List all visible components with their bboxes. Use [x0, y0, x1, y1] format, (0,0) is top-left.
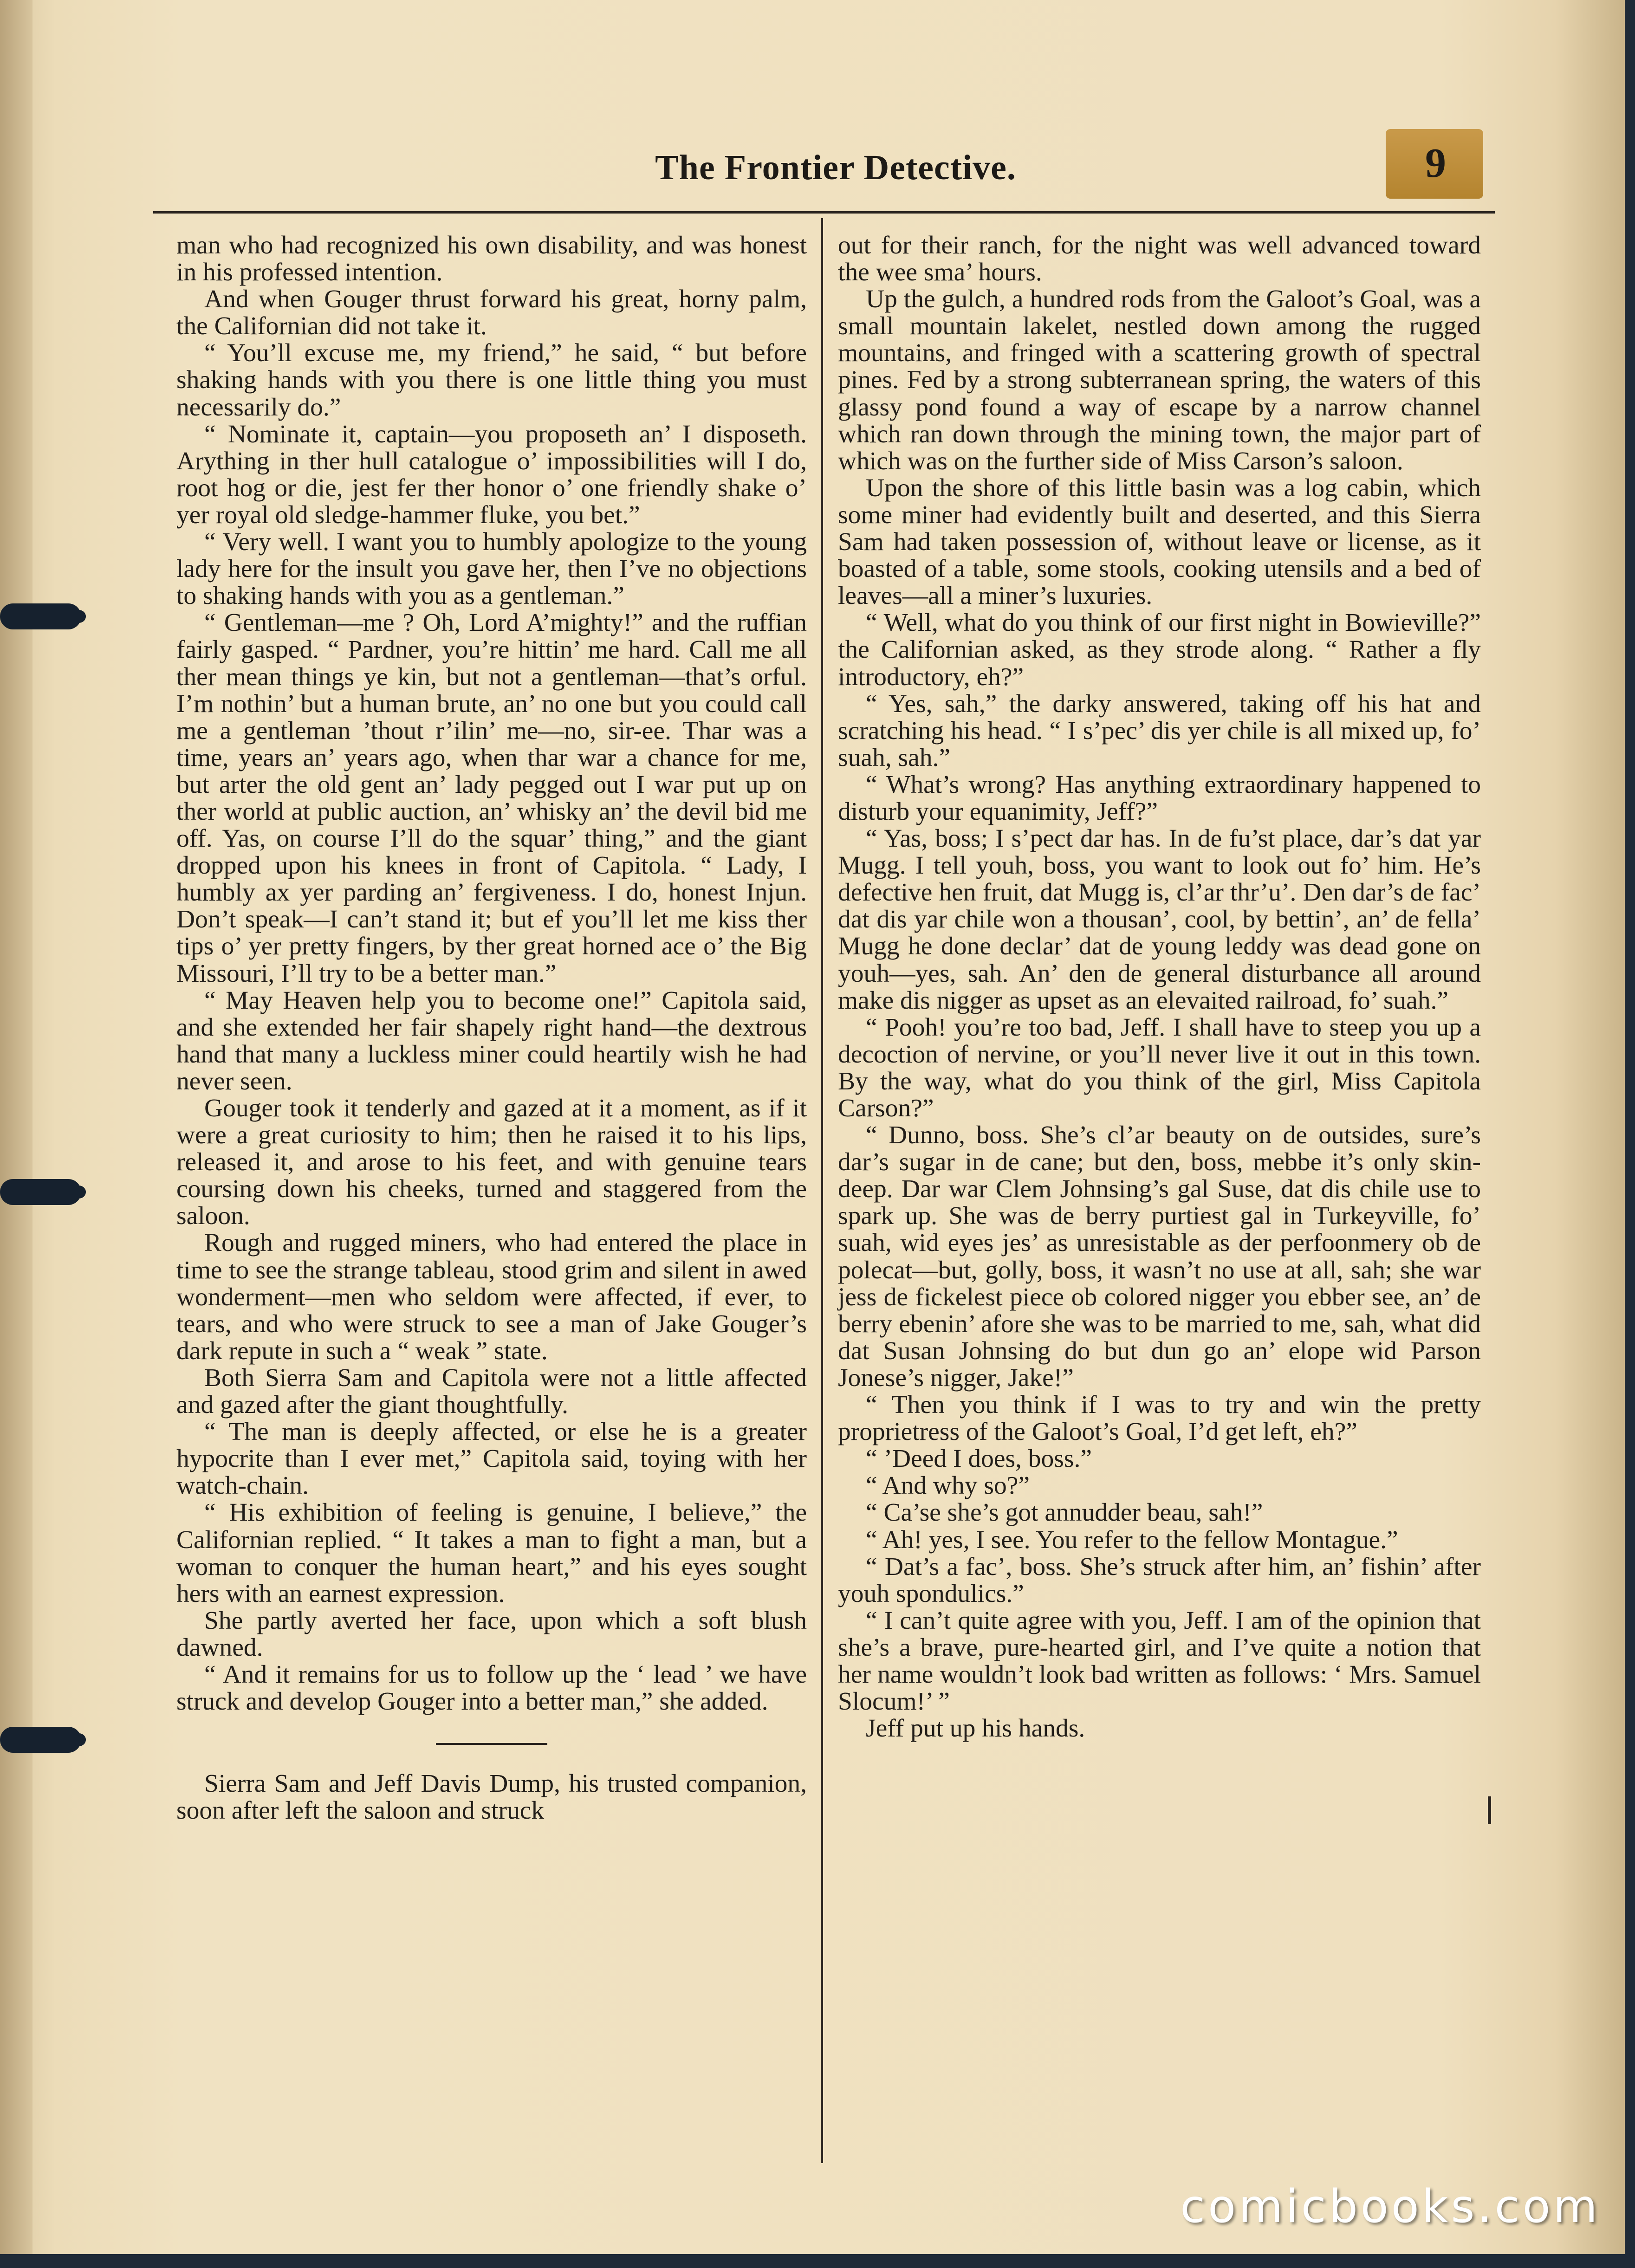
binding-staple	[0, 1179, 81, 1205]
binding-staple	[0, 1727, 81, 1753]
paragraph: “ His exhibition of feeling is genuine, I believe,” the Californian replied. “ It takes a man to fight a man, but a woman to conquer the human heart,” and his eyes sought hers with an earnest expression.	[176, 1498, 807, 1608]
paragraph: “ May Heaven help you to become one!” Capitola said, and she extended her fair shapely right hand—the dextrous hand that many a luckless miner could heartily wish he had never seen.	[176, 986, 807, 1095]
paragraph: “ Dat’s a fac’, boss. She’s struck after him, an’ fishin’ after youh spondulics.”	[838, 1552, 1481, 1608]
paragraph: Upon the shore of this little basin was a log cabin, which some miner had evidently built and deserted, and this Sierra Sam had taken possession of, without leave or license, as it boasted of a table, some stools, cooking utensils and a bed of leaves—all a miner’s luxuries.	[838, 473, 1481, 610]
paragraph: “ Ah! yes, I see. You refer to the fellow Montague.”	[866, 1525, 1398, 1554]
paragraph: “ And it remains for us to follow up the ‘ lead ’ we have struck and develop Gouger into a better man,” she added.	[176, 1660, 807, 1716]
paragraph: “ Pooh! you’re too bad, Jeff. I shall have to steep you up a decoction of nervine, or you’ll never live it out in this town. By the way, what do you think of the girl, Miss Capitola Carson?”	[838, 1013, 1481, 1122]
paragraph: Jeff put up his hands.	[866, 1714, 1085, 1743]
paragraph: “ You’ll excuse me, my friend,” he said, “ but before shaking hands with you there is one little thing you must necessarily do.”	[176, 339, 807, 421]
header-rule	[153, 211, 1495, 214]
paragraph: “ The man is deeply affected, or else he is a greater hypocrite than I ever met,” Capitola said, toying with her watch-chain.	[176, 1418, 807, 1500]
paragraph: She partly averted her face, upon which a soft blush dawned.	[176, 1606, 807, 1662]
paragraph: And when Gouger thrust forward his great, horny palm, the Californian did not take it.	[176, 285, 807, 341]
paragraph: man who had recognized his own disability, and was honest in his professed intention.	[176, 231, 807, 287]
paragraph: “ What’s wrong? Has anything extraordinary happened to disturb your equanimity, Jeff?”	[838, 770, 1481, 826]
paragraph: “ Ca’se she’s got annudder beau, sah!”	[866, 1498, 1263, 1527]
page-spine	[0, 0, 32, 2268]
paragraph: “ Gentleman—me ? Oh, Lord A’mighty!” and the ruffian fairly gasped. “ Pardner, you’re hittin’ me hard. Call me all ther mean things ye kin, but not a gentleman—that’s orful. I’m nothin’ but a human brute, an’ no one but you could call me a gentleman ’thout r’ilin’ me—no, sir-ee. Thar was a time, years an’ years ago, when thar war a chance for me, but arter the old gent an’ lady pegged out I war put up on ther world at public auction, an’ whisky an’ the devil bid me off. Yas, on course I’ll do the squar’ thing,” and the giant dropped upon his knees in front of Capitola. “ Lady, I humbly ax yer parding an’ fergiveness. I do, honest Injun. Don’t speak—I can’t stand it; but ef you’ll let me kiss ther tips o’ yer pretty fingers, by ther great horned ace o’ the Big Missouri, I’ll try to be a better man.”	[176, 609, 807, 988]
binding-staple	[0, 603, 81, 629]
paragraph: “ ’Deed I does, boss.”	[866, 1445, 1092, 1473]
paragraph: “ Well, what do you think of our first night in Bowieville?” the Californian asked, as they strode along. “ Rather a fly introductory, eh?”	[838, 609, 1481, 691]
page-number: 9	[1425, 140, 1446, 186]
scan-edge	[1625, 0, 1635, 2268]
paragraph: “ Then you think if I was to try and win the pretty proprietress of the Galoot’s Goal, I’d get left, eh?”	[838, 1391, 1481, 1446]
paragraph: Rough and rugged miners, who had entered the place in time to see the strange tableau, stood grim and silent in awed wonderment—men who seldom were affected, if ever, to tears, and who were struck to see a man of Jake Gouger’s dark repute in such a “ weak ” state.	[176, 1229, 807, 1365]
paragraph: “ Yas, boss; I s’pect dar has. In de fu’st place, dar’s dat yar Mugg. I tell youh, boss, you want to look out fo’ him. He’s defective hen fruit, dat Mugg is, cl’ar thr’u’. Den dar’s de fac’ dat dis yar chile won a thousan’, cool, by bettin’, an’ de fella’ Mugg he done declar’ dat de young leddy was dead gone on youh—yes, sah. An’ den de general disturbance all around make dis nigger as upset as an elevaited railroad, fo’ suah.”	[838, 824, 1481, 1015]
paragraph: Gouger took it tenderly and gazed at it a moment, as if it were a great curiosity to him; then he raised it to his lips, released it, and arose to his feet, and with genuine tears coursing down his cheeks, turned and staggered from the saloon.	[176, 1094, 807, 1231]
paragraph: “ Yes, sah,” the darky answered, taking off his hat and scratching his head. “ I s’pec’ dis yer chile is all mixed up, fo’ suah, sah.”	[838, 689, 1481, 772]
left-column	[176, 232, 807, 1824]
running-header-title: The Frontier Detective.	[655, 148, 1016, 187]
column-rule	[821, 218, 823, 2163]
paragraph: out for their ranch, for the night was well advanced toward the wee sma’ hours.	[838, 231, 1481, 287]
paragraph: “ I can’t quite agree with you, Jeff. I am of the opinion that she’s a brave, pure-hearted girl, and I’ve quite a notion that her name wouldn’t look bad written as follows: ‘ Mrs. Samuel Slocum!’ ”	[838, 1606, 1481, 1716]
paragraph: “ Nominate it, captain—you proposeth an’ I disposeth. Arything in ther hull catalogue o’ impossibilities will I do, root hog or die, jest fer ther honor o’ one friendly shake o’ yer royal old sledge-hammer fluke, you bet.”	[176, 420, 807, 529]
paragraph: Both Sierra Sam and Capitola were not a little affected and gazed after the giant thoughtfully.	[176, 1363, 807, 1419]
watermark: comicbooks.com	[1180, 2180, 1600, 2233]
section-break-rule	[436, 1743, 547, 1745]
paragraph: Sierra Sam and Jeff Davis Dump, his trusted companion, soon after left the saloon and struck	[176, 1769, 807, 1825]
paragraph: “ Very well. I want you to humbly apologize to the young lady here for the insult you gave her, then I’ve no objections to shaking hands with you as a gentleman.”	[176, 528, 807, 610]
margin-mark	[1488, 1796, 1491, 1824]
scan-edge	[0, 2254, 1635, 2268]
right-column	[838, 232, 1481, 1742]
paragraph: Up the gulch, a hundred rods from the Galoot’s Goal, was a small mountain lakelet, nestled down among the rugged mountains, and fringed with a scattering growth of spectral pines. Fed by a strong subterranean spring, the waters of this glassy pond found a way of escape by a narrow channel which ran down through the mining town, the major part of which was on the further side of Miss Carson’s saloon.	[838, 285, 1481, 475]
paragraph: “ And why so?”	[866, 1471, 1030, 1500]
paragraph: “ Dunno, boss. She’s cl’ar beauty on de outsides, sure’s dar’s sugar in de cane; but den, boss, mebbe it’s only skin-deep. Dar war Clem Johnsing’s gal Suse, dat dis chile use to spark up. She was de berry purtiest gal in Turkeyville, fo’ suah, wid eyes jes’ as unresistable as der perfoonmery ob de polecat—but, golly, boss, it wasn’t no use at all, sah; she war jess de fickelest piece ob colored nigger you ebber see, an’ de berry ebenin’ afore she was to be married to me, sah, what did dat Susan Johnsing do but dun go an’ elope wid Parson Jonese’s nigger, Jake!”	[838, 1121, 1481, 1392]
